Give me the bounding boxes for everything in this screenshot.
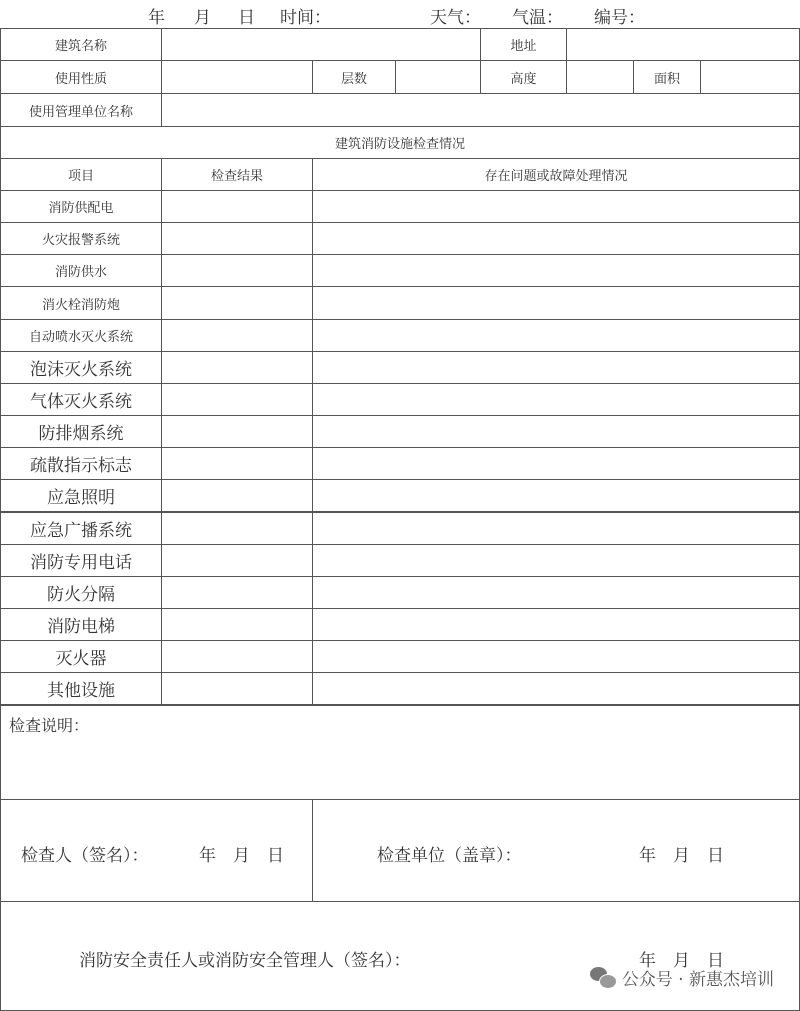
field-management-unit[interactable] bbox=[161, 93, 800, 127]
item-result-field[interactable] bbox=[161, 640, 313, 673]
label-use-nature: 使用性质 bbox=[0, 60, 162, 94]
item-label: 灭火器 bbox=[0, 640, 162, 673]
field-floors[interactable] bbox=[395, 60, 481, 94]
label-address: 地址 bbox=[480, 28, 567, 61]
field-height[interactable] bbox=[566, 60, 634, 94]
wechat-icon bbox=[590, 967, 616, 989]
field-address[interactable] bbox=[566, 28, 800, 61]
item-result-field[interactable] bbox=[161, 319, 313, 352]
item-problem-field[interactable] bbox=[312, 608, 800, 641]
field-use-nature[interactable] bbox=[161, 60, 313, 94]
item-result-field[interactable] bbox=[161, 286, 313, 319]
item-result-field[interactable] bbox=[161, 544, 313, 577]
item-result-field[interactable] bbox=[161, 447, 313, 480]
item-label: 火灾报警系统 bbox=[0, 222, 162, 255]
form-table bbox=[0, 28, 800, 1010]
column-result: 检查结果 bbox=[161, 158, 313, 191]
header-temperature: 气温： bbox=[512, 8, 563, 28]
item-problem-field[interactable] bbox=[312, 447, 800, 480]
field-area[interactable] bbox=[700, 60, 800, 94]
item-label: 消防供水 bbox=[0, 254, 162, 287]
item-result-field[interactable] bbox=[161, 415, 313, 448]
column-item: 项目 bbox=[0, 158, 162, 191]
item-problem-field[interactable] bbox=[312, 190, 800, 223]
label-floors: 层数 bbox=[312, 60, 396, 94]
unit-seal-box[interactable] bbox=[312, 799, 800, 902]
item-label: 气体灭火系统 bbox=[0, 383, 162, 416]
header-year: 年 bbox=[148, 8, 165, 28]
item-label: 其他设施 bbox=[0, 672, 162, 705]
item-label: 自动喷水灭火系统 bbox=[0, 319, 162, 352]
form-header-line bbox=[0, 0, 800, 28]
manager-label: 消防安全责任人或消防安全管理人（签名）： bbox=[79, 951, 411, 971]
item-label: 应急照明 bbox=[0, 479, 162, 512]
header-number: 编号： bbox=[594, 8, 645, 28]
notes-box[interactable] bbox=[0, 705, 800, 800]
header-time: 时间： bbox=[280, 8, 331, 28]
item-problem-field[interactable] bbox=[312, 286, 800, 319]
unit-label: 检查单位（盖章）： bbox=[377, 846, 522, 866]
item-label: 消防专用电话 bbox=[0, 544, 162, 577]
item-result-field[interactable] bbox=[161, 672, 313, 705]
item-problem-field[interactable] bbox=[312, 222, 800, 255]
item-problem-field[interactable] bbox=[312, 512, 800, 545]
item-result-field[interactable] bbox=[161, 608, 313, 641]
item-problem-field[interactable] bbox=[312, 254, 800, 287]
item-label: 防火分隔 bbox=[0, 576, 162, 609]
section-title: 建筑消防设施检查情况 bbox=[0, 126, 800, 159]
label-area: 面积 bbox=[633, 60, 701, 94]
item-result-field[interactable] bbox=[161, 190, 313, 223]
item-label: 防排烟系统 bbox=[0, 415, 162, 448]
manager-sign-box[interactable] bbox=[0, 901, 800, 1011]
column-problem: 存在问题或故障处理情况 bbox=[312, 158, 800, 191]
item-problem-field[interactable] bbox=[312, 672, 800, 705]
unit-date: 年 月 日 bbox=[639, 846, 724, 866]
item-label: 消火栓消防炮 bbox=[0, 286, 162, 319]
item-result-field[interactable] bbox=[161, 479, 313, 512]
item-problem-field[interactable] bbox=[312, 319, 800, 352]
watermark bbox=[590, 965, 774, 990]
item-result-field[interactable] bbox=[161, 576, 313, 609]
item-problem-field[interactable] bbox=[312, 640, 800, 673]
item-label: 消防供配电 bbox=[0, 190, 162, 223]
field-building-name[interactable] bbox=[161, 28, 481, 61]
item-label: 应急广播系统 bbox=[0, 512, 162, 545]
item-problem-field[interactable] bbox=[312, 383, 800, 416]
item-result-field[interactable] bbox=[161, 351, 313, 384]
item-problem-field[interactable] bbox=[312, 576, 800, 609]
header-day: 日 bbox=[238, 8, 255, 28]
item-label: 疏散指示标志 bbox=[0, 447, 162, 480]
label-height: 高度 bbox=[480, 60, 567, 94]
inspector-date: 年 月 日 bbox=[199, 846, 284, 866]
item-result-field[interactable] bbox=[161, 383, 313, 416]
item-label: 消防电梯 bbox=[0, 608, 162, 641]
item-result-field[interactable] bbox=[161, 254, 313, 287]
watermark-text: 公众号 · 新惠杰培训 bbox=[621, 970, 774, 990]
header-weather: 天气： bbox=[430, 8, 481, 28]
label-management-unit: 使用管理单位名称 bbox=[0, 93, 162, 127]
item-result-field[interactable] bbox=[161, 222, 313, 255]
inspector-label: 检查人（签名）： bbox=[21, 846, 149, 866]
item-problem-field[interactable] bbox=[312, 544, 800, 577]
item-label: 泡沫灭火系统 bbox=[0, 351, 162, 384]
item-problem-field[interactable] bbox=[312, 479, 800, 512]
label-building-name: 建筑名称 bbox=[0, 28, 162, 61]
notes-label: 检查说明： bbox=[9, 716, 90, 735]
inspector-sign-box[interactable] bbox=[0, 799, 313, 902]
item-result-field[interactable] bbox=[161, 512, 313, 545]
item-problem-field[interactable] bbox=[312, 415, 800, 448]
header-month: 月 bbox=[194, 8, 211, 28]
manager-date: 年 月 日 bbox=[639, 951, 724, 971]
item-problem-field[interactable] bbox=[312, 351, 800, 384]
